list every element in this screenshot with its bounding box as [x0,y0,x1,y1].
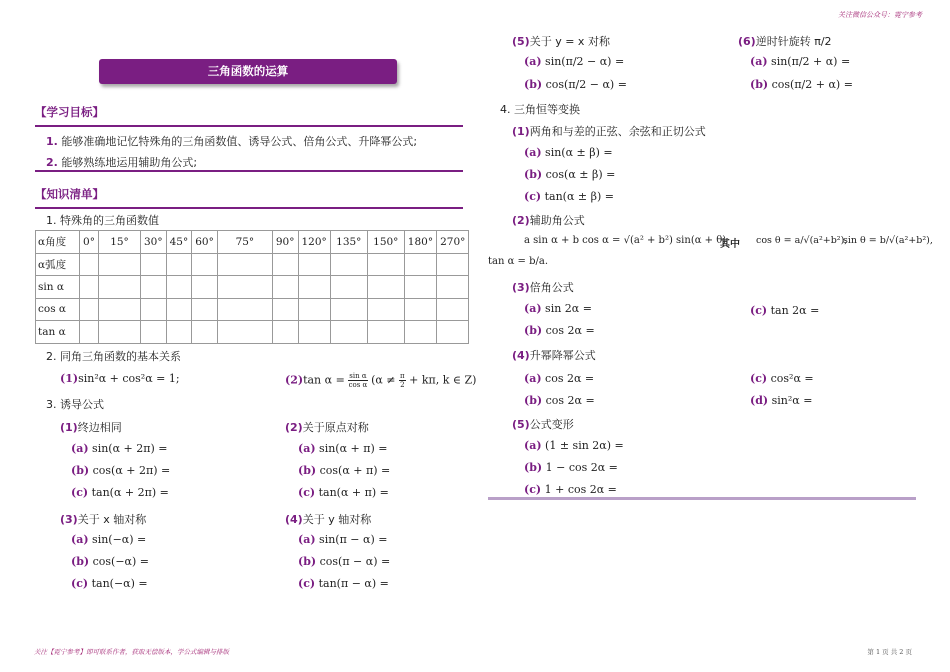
goal-item-2: 2. 能够熟练地运用辅助角公式; [46,156,198,169]
induce-3-title: (3)关于 x 轴对称 [60,513,147,526]
table-row [36,321,469,344]
k4-4-b: (b) cos 2α = [524,394,595,407]
k4-1-title: (1)两角和与差的正弦、余弦和正切公式 [512,125,706,138]
table-row-label: α弧度 [36,253,80,276]
table-header-cell: 270° [437,231,469,254]
header-note: 关注微信公众号：霓宁参考 [838,11,922,19]
induce-1-c: (c) tan(α + 2π) = [71,486,169,499]
goals-bottom-rule [35,170,463,172]
goals-heading: 【学习目标】 [35,105,104,119]
aux-angle-sin: sin θ = b/√(a²+b²), [843,235,933,246]
induce-3-b: (b) cos(−α) = [71,555,149,568]
table-row-label: tan α [36,321,80,344]
k4-5-c: (c) 1 + cos 2α = [524,483,617,496]
induce-6-b: (b) cos(π/2 + α) = [750,78,853,91]
k4-3-b: (b) cos 2α = [524,324,595,337]
induce-2-b: (b) cos(α + π) = [298,464,391,477]
table-row-label: cos α [36,298,80,321]
table-header-cell: 60° [192,231,218,254]
k4-2-title: (2)辅助角公式 [512,214,585,227]
table-header-cell: 0° [80,231,99,254]
k4-1-b: (b) cos(α ± β) = [524,168,616,181]
k4-5-title: (5)公式变形 [512,418,574,431]
table-row-label: sin α [36,276,80,299]
induce-1-a: (a) sin(α + 2π) = [71,442,168,455]
induce-4-c: (c) tan(π − α) = [298,577,389,590]
aux-angle-tan: tan α = b/a. [488,256,548,267]
goal-item-1: 1. 能够准确地记忆特殊角的三角函数值、诱导公式、倍角公式、升降幂公式; [46,135,418,148]
special-angle-table [35,230,469,344]
induce-2-a: (a) sin(α + π) = [298,442,388,455]
induce-2-title: (2)关于原点对称 [285,421,369,434]
k4-4-title: (4)升幂降幂公式 [512,349,596,362]
k4-3-title: (3)倍角公式 [512,281,574,294]
induce-1-title: (1)终边相同 [60,421,122,434]
induce-5-title: (5)关于 y = x 对称 [512,35,610,48]
knowledge-heading: 【知识清单】 [35,187,104,201]
induce-6-title: (6)逆时针旋转 π/2 [738,35,832,48]
table-header-row [36,231,469,254]
table-header-cell: 45° [166,231,192,254]
knowledge-rule [35,207,463,209]
k4-5-b: (b) 1 − cos 2α = [524,461,618,474]
table-header-cell: 30° [141,231,167,254]
goals-rule [35,125,463,127]
table-header-cell: 90° [272,231,298,254]
k4-4-a: (a) cos 2α = [524,372,595,385]
section-end-rule [488,497,916,500]
induce-1-b: (b) cos(α + 2π) = [71,464,171,477]
k4-3-c: (c) tan 2α = [750,304,820,317]
table-row [36,298,469,321]
k4-4-d: (d) sin²α = [750,394,813,407]
table-header-cell: 15° [99,231,141,254]
k4-5-a: (a) (1 ± sin 2α) = [524,439,624,452]
k1-title: 1. 特殊角的三角函数值 [46,214,159,227]
induce-6-a: (a) sin(π/2 + α) = [750,55,851,68]
k2-title: 2. 同角三角函数的基本关系 [46,350,181,363]
k3-title: 3. 诱导公式 [46,398,104,411]
k2-formula-2: (2)tan α = $\frac{\text{sin α}}{\text{cos α}}$ (α ≠ $\frac{\pi}{2}$ + kπ, k ∈ Z) [285,372,477,389]
table-row [36,276,469,299]
table-header-cell: 135° [330,231,367,254]
aux-angle-cos: cos θ = a/√(a²+b²), [756,235,848,246]
induce-5-a: (a) sin(π/2 − α) = [524,55,625,68]
k4-3-a: (a) sin 2α = [524,302,592,315]
induce-3-c: (c) tan(−α) = [71,577,148,590]
aux-angle-qizhong: 其中 [720,239,740,250]
induce-4-b: (b) cos(π − α) = [298,555,391,568]
table-row [36,253,469,276]
k4-title: 4. 三角恒等变换 [500,103,580,116]
footer-note: 关注【霓宁参考】即可联系作者，获取无偿版本，学公式编辑与排版 [34,648,229,656]
induce-4-a: (a) sin(π − α) = [298,533,388,546]
k4-4-c: (c) cos²α = [750,372,814,385]
table-header-cell: 75° [217,231,272,254]
induce-3-a: (a) sin(−α) = [71,533,147,546]
k2-formula-1: (1)sin²α + cos²α = 1; [60,372,180,385]
table-header-cell: 120° [298,231,330,254]
induce-4-title: (4)关于 y 轴对称 [285,513,372,526]
table-header-cell: 150° [367,231,404,254]
table-header-cell: 180° [404,231,436,254]
page-title: 三角函数的运算 [99,59,397,84]
k4-1-a: (a) sin(α ± β) = [524,146,613,159]
page-number: 第 1 页 共 2 页 [867,648,912,656]
aux-angle-formula: a sin α + b cos α = √(a² + b²) sin(α + θ) [524,235,727,246]
induce-2-c: (c) tan(α + π) = [298,486,389,499]
k4-1-c: (c) tan(α ± β) = [524,190,614,203]
induce-5-b: (b) cos(π/2 − α) = [524,78,627,91]
table-header-cell: α角度 [36,231,80,254]
